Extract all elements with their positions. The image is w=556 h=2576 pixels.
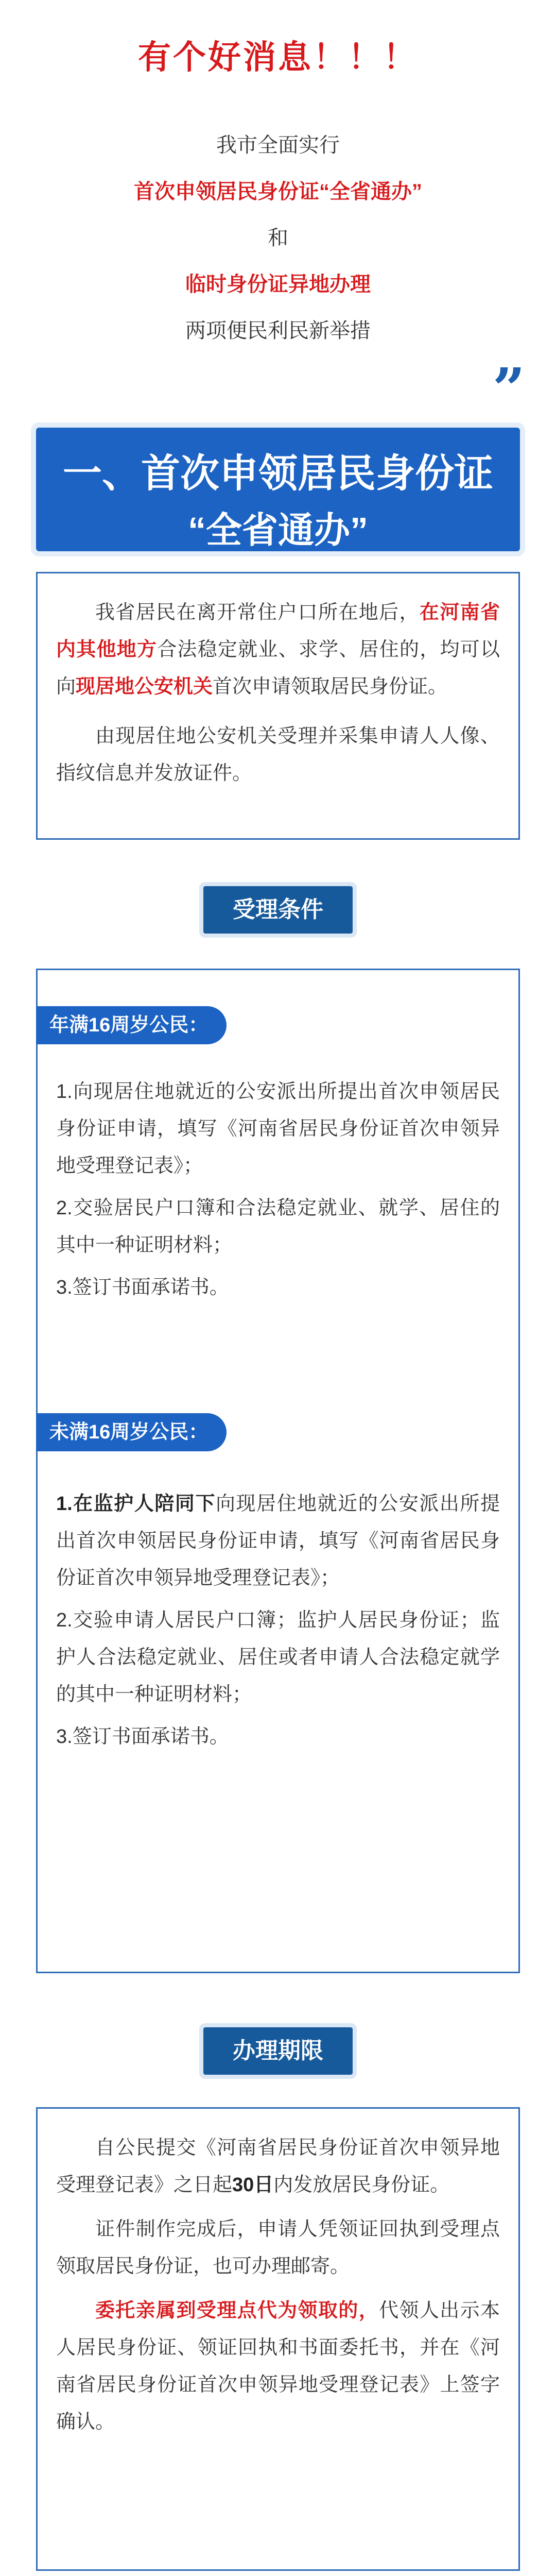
- section1-body: [36, 572, 520, 840]
- intro-line-3: 和: [268, 227, 288, 249]
- adult-item-2: 2.交验居民户口簿和合法稳定就业、就学、居住的其中一种证明材料；: [56, 1197, 500, 1256]
- minor-item-2: 2.交验申请人居民户口簿；监护人居民身份证；监护人合法稳定就业、居住或者申请人合法稳定就学的其中一种证明材料；: [56, 1609, 500, 1705]
- minor-tab: 未满16周岁公民：: [36, 1413, 227, 1451]
- adult-item-3: 3.签订书面承诺书。: [56, 1277, 229, 1298]
- quote-icon: ”: [492, 355, 525, 422]
- intro-line-1: 我市全面实行: [216, 134, 340, 157]
- section1-title: 一、首次申领居民身份证: [63, 452, 493, 496]
- intro-line-2: 首次申领居民身份证“全省通办”: [134, 180, 422, 203]
- period1-paragraph-3: 委托亲属到受理点代为领取的，代领人出示本人居民身份证、领证回执和书面委托书，并在《河南省居民身份证首次申领异地受理登记表》上签字确认。: [56, 2300, 500, 2433]
- minor-items: [38, 1485, 518, 1755]
- conditions-pill: 受理条件: [203, 886, 353, 934]
- intro-headline: 有个好消息！！！: [138, 39, 418, 76]
- intro-line-4: 临时身份证异地办理: [185, 273, 371, 296]
- conditions-box: [36, 969, 520, 1973]
- adult-tab: 年满16周岁公民：: [36, 1006, 227, 1044]
- minor-item-3: 3.签订书面承诺书。: [56, 1726, 229, 1748]
- section1-paragraph-2: 由现居住地公安机关受理并采集申请人人像、指纹信息并发放证件。: [56, 725, 500, 784]
- period1-paragraph-1: 自公民提交《河南省居民身份证首次申领异地受理登记表》之日起30日内发放居民身份证。: [56, 2137, 500, 2196]
- period1-box: [36, 2107, 520, 2571]
- section1-header: [36, 428, 520, 551]
- minor-item-1: 1.在监护人陪同下向现居住地就近的公安派出所提出首次申领居民身份证申请，填写《河南省居民身份证首次申领异地受理登记表》；: [56, 1493, 500, 1589]
- adult-item-1: 1.向现居住地就近的公安派出所提出首次申领居民身份证申请，填写《河南省居民身份证首次申领异地受理登记表》；: [56, 1081, 500, 1177]
- period1-paragraph-2: 证件制作完成后，申请人凭领证回执到受理点领取居民身份证，也可办理邮寄。: [56, 2218, 500, 2277]
- section1-subtitle: “全省通办”: [188, 510, 368, 550]
- intro-line-5: 两项便民利民新举措: [185, 319, 371, 342]
- adult-items: [38, 1073, 518, 1306]
- section1-paragraph-1: 我省居民在离开常住户口所在地后，在河南省内其他地方合法稳定就业、求学、居住的，均可以向现居地公安机关首次申请领取居民身份证。: [56, 602, 500, 698]
- period1-pill: 办理期限: [203, 2027, 353, 2075]
